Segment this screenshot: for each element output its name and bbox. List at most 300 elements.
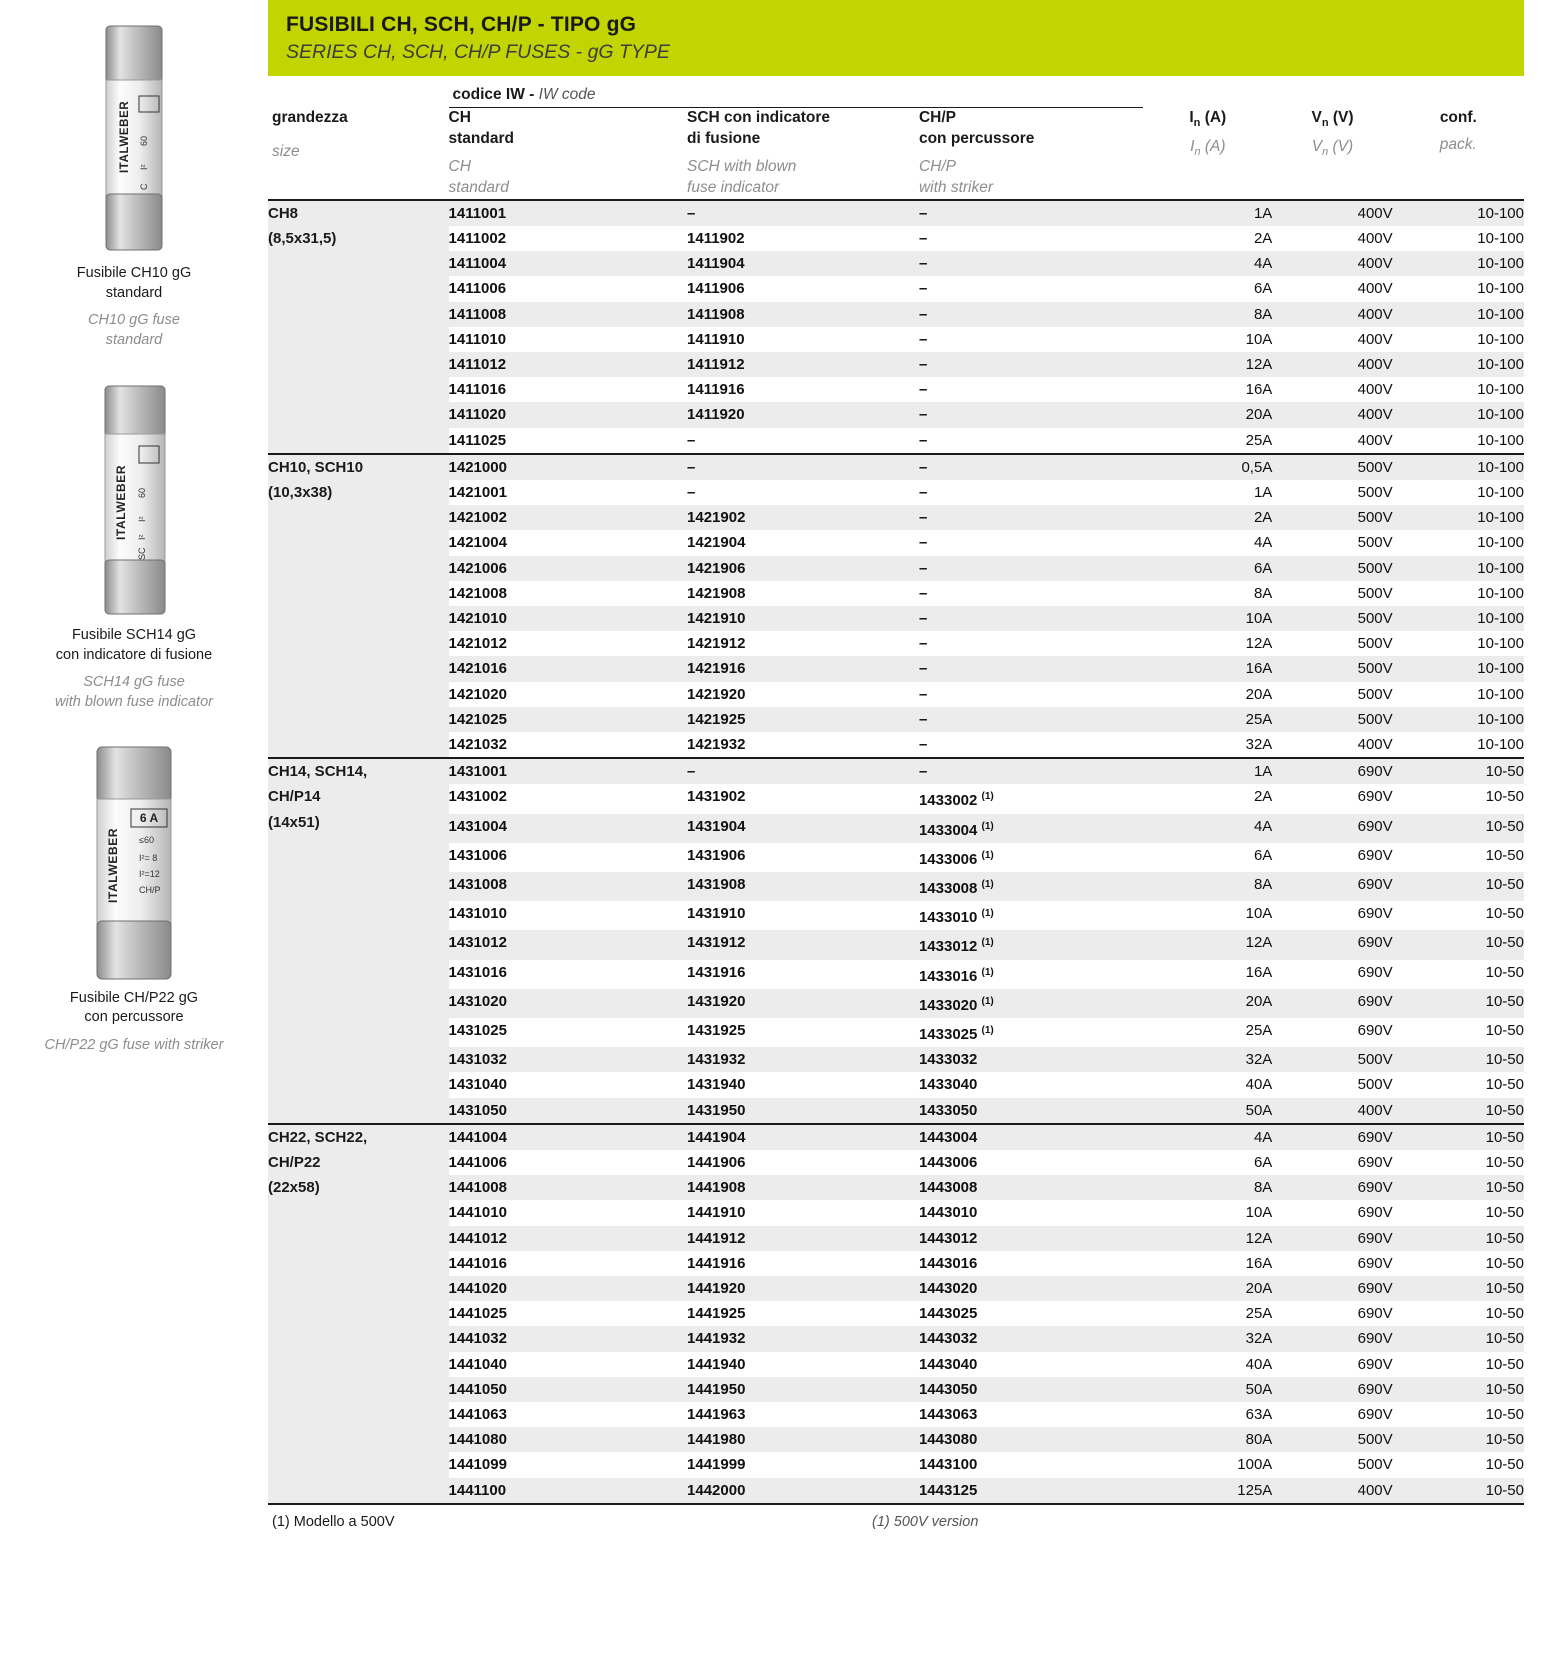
cell-chp-code: 1443016 (918, 1254, 978, 1272)
cell-current: 12A (1245, 635, 1273, 653)
caption-line-1: Fusibile CH/P22 gG (69, 989, 199, 1006)
cell-current: 4A (1143, 814, 1272, 843)
cell-chp-code: – (919, 201, 1143, 226)
cell-sch-code: 1421904 (687, 534, 746, 552)
cell-ch-code: 1411010 (448, 330, 507, 348)
cell-pack: 10-50 (1485, 1305, 1524, 1323)
table-row (268, 226, 1524, 251)
svg-text:I²=12: I²=12 (139, 868, 160, 879)
table-row (268, 784, 1524, 813)
cell-voltage: 690V (1357, 963, 1393, 981)
cell-pack: 10-100 (1393, 606, 1524, 631)
fuse-icon (79, 380, 189, 620)
cell-current: 8A (1143, 302, 1272, 327)
cell-ch-code: 1421008 (448, 584, 507, 602)
cell-current: 32A (1245, 735, 1273, 753)
header-ch-en-l1: CH (448, 157, 471, 175)
cell-chp-code: 1433032 (919, 1047, 1143, 1072)
table-row (268, 682, 1524, 707)
cell-voltage: 690V (1357, 1154, 1393, 1171)
cell-sch-code: 1411908 (687, 302, 919, 327)
cell-pack: 10-50 (1485, 1154, 1524, 1171)
cell-sch-code: 1421912 (687, 635, 746, 653)
cell-voltage: 400V (1357, 280, 1393, 298)
header-vn-en: $V_n$ (V) (1311, 138, 1354, 159)
cell-chp-code: – (918, 735, 928, 753)
cell-chp-code: 1433025 $^{(1)}$ (918, 1024, 994, 1043)
cell-ch-code: 1431004 (449, 814, 688, 843)
cell-current: 80A (1143, 1427, 1272, 1452)
cell-voltage: 400V (1272, 201, 1392, 226)
cell-chp-code: – (919, 606, 1143, 631)
cell-voltage: 690V (1357, 846, 1393, 864)
cell-sch-code: 1441908 (687, 1175, 919, 1200)
cell-chp-code: – (919, 707, 1143, 732)
cell-chp-code: – (919, 352, 1143, 377)
section-title-bar (268, 0, 1524, 76)
cell-current: 100A (1237, 1456, 1273, 1474)
cell-ch-code: 1411012 (449, 352, 688, 377)
cell-sch-code: 1441910 (687, 1204, 746, 1222)
cell-pack: 10-50 (1393, 759, 1524, 784)
cell-voltage: 400V (1272, 251, 1392, 276)
cell-current: 25A (1143, 707, 1272, 732)
figure-caption-en (0, 673, 268, 712)
cell-chp-code: 1443100 (918, 1456, 978, 1474)
caption-line-2: con indicatore di fusione (55, 646, 213, 663)
cell-ch-code: 1441004 (449, 1125, 688, 1150)
cell-ch-code: 1441025 (448, 1305, 507, 1323)
cell-voltage: 500V (1272, 556, 1392, 581)
cell-chp-code: – (919, 505, 1143, 530)
svg-text:I²: I² (139, 164, 149, 170)
cell-pack: 10-50 (1393, 1276, 1524, 1301)
cell-ch-code: 1431002 (448, 788, 507, 806)
cell-voltage: 690V (1272, 1226, 1392, 1251)
footnote-it: (1) Modello a 500V (272, 1513, 395, 1530)
cell-voltage: 690V (1357, 1406, 1393, 1424)
svg-text:I²= 8: I²= 8 (139, 852, 158, 863)
cell-current: 8A (1143, 872, 1272, 901)
table-group-header-row (268, 86, 1524, 108)
cell-pack: 10-50 (1393, 814, 1524, 843)
cell-ch-code: 1441020 (449, 1276, 688, 1301)
iw-code-header-it: codice IW - (452, 86, 539, 103)
cell-chp-code: 1443040 (918, 1355, 978, 1373)
table-header-row (268, 108, 1524, 200)
svg-text:60: 60 (139, 135, 149, 146)
cell-current: 40A (1245, 1355, 1273, 1373)
cell-ch-code: 1421004 (448, 534, 507, 552)
svg-text:CH/P: CH/P (139, 884, 161, 895)
figure-caption-it (0, 989, 268, 1028)
fuse-code-table (268, 86, 1524, 1505)
cell-pack: 10-100 (1393, 707, 1524, 732)
cell-pack: 10-100 (1477, 735, 1524, 753)
cell-voltage: 400V (1357, 381, 1393, 399)
table-row (268, 814, 1524, 843)
header-sch-it-l2: di fusione (687, 129, 761, 147)
cell-pack: 10-50 (1393, 1125, 1524, 1150)
cell-voltage: 690V (1357, 905, 1393, 923)
cell-chp-code: 1433010 $^{(1)}$ (918, 908, 994, 927)
svg-text:≤60: ≤60 (139, 834, 154, 845)
cell-ch-code: 1441010 (448, 1204, 507, 1222)
cell-ch-code: 1441040 (448, 1355, 507, 1373)
table-row (268, 656, 1524, 681)
table-row (268, 1098, 1524, 1124)
cell-voltage: 690V (1272, 1276, 1392, 1301)
header-ch-it-l2: standard (448, 129, 514, 147)
cell-current: 25A (1245, 1305, 1273, 1323)
cell-voltage: 400V (1272, 1098, 1392, 1124)
cell-sch-code: 1431932 (687, 1047, 919, 1072)
cell-chp-code: 1443050 (919, 1377, 1143, 1402)
cell-sch-code: 1431950 (687, 1098, 919, 1124)
cell-current: 8A (1253, 584, 1273, 602)
table-row (268, 1478, 1524, 1504)
cell-sch-code: 1421925 (687, 707, 919, 732)
table-row (268, 901, 1524, 930)
cell-sch-code: 1431920 (687, 989, 919, 1018)
cell-chp-code: – (918, 635, 928, 653)
cell-voltage: 690V (1272, 759, 1392, 784)
cell-current: 12A (1143, 930, 1272, 959)
cell-voltage: 690V (1272, 872, 1392, 901)
fuse-photo-chp22 (0, 743, 268, 983)
cell-voltage: 690V (1357, 1305, 1393, 1323)
cell-chp-code: – (918, 280, 928, 298)
cell-current: 6A (1253, 846, 1273, 864)
cell-chp-code: – (918, 381, 928, 399)
cell-voltage: 690V (1272, 989, 1392, 1018)
table-row (268, 1150, 1524, 1175)
cell-chp-code: 1433016 $^{(1)}$ (918, 966, 994, 985)
table-row (268, 1427, 1524, 1452)
cell-ch-code: 1431016 (448, 963, 507, 981)
cell-ch-code: 1441050 (449, 1377, 688, 1402)
table-row (268, 732, 1524, 758)
cell-ch-code: 1411004 (449, 251, 688, 276)
cell-pack: 10-100 (1393, 455, 1524, 480)
cell-pack: 10-100 (1477, 330, 1524, 348)
header-chp-it-l1: CH/P (918, 109, 956, 126)
cell-chp-code: 1433050 (919, 1098, 1143, 1124)
cell-sch-code: 1421910 (687, 606, 919, 631)
svg-text:C: C (139, 183, 149, 190)
cell-chp-code: 1433040 (918, 1076, 978, 1094)
cell-sch-code: 1441906 (687, 1154, 746, 1171)
cell-ch-code: 1421032 (448, 735, 507, 753)
cell-chp-code: – (918, 431, 928, 449)
footnotes (268, 1505, 1524, 1530)
cell-current: 6A (1143, 556, 1272, 581)
cell-pack: 10-50 (1485, 788, 1524, 806)
cell-chp-code: – (919, 251, 1143, 276)
cell-voltage: 500V (1357, 1076, 1393, 1094)
cell-chp-code: 1443010 (918, 1204, 978, 1222)
cell-pack: 10-100 (1477, 584, 1524, 602)
header-in-it: $I_n$ (A) (1189, 108, 1227, 129)
cell-pack: 10-50 (1485, 1021, 1524, 1039)
svg-text:ITALWEBER: ITALWEBER (106, 827, 120, 903)
svg-text:6 A: 6 A (139, 810, 159, 825)
cell-sch-code: 1441920 (687, 1276, 919, 1301)
cell-chp-code: 1443125 (919, 1478, 1143, 1504)
cell-current: 20A (1143, 989, 1272, 1018)
cell-sch-code: 1431912 (687, 930, 919, 959)
cell-current: 16A (1143, 656, 1272, 681)
cell-chp-code: 1433008 $^{(1)}$ (919, 872, 1143, 901)
cell-ch-code: 1411002 (448, 229, 507, 247)
caption-line-1: Fusibile SCH14 gG (71, 627, 197, 644)
cell-ch-code: 1421000 (449, 455, 688, 480)
table-row (268, 843, 1524, 872)
cell-pack: 10-50 (1393, 1226, 1524, 1251)
cell-current: 8A (1143, 1175, 1272, 1200)
cell-current: 2A (1253, 229, 1273, 247)
cell-voltage: 690V (1272, 1125, 1392, 1150)
cell-sch-code: 1431904 (687, 814, 919, 843)
cell-current: 1A (1253, 483, 1273, 501)
cell-current: 6A (1253, 1154, 1273, 1171)
table-row (268, 276, 1524, 301)
cell-ch-code: 1441080 (449, 1427, 688, 1452)
cell-sch-code: 1431910 (687, 905, 746, 923)
cell-voltage: 400V (1272, 1478, 1392, 1504)
cell-voltage: 400V (1357, 330, 1393, 348)
table-row (268, 1200, 1524, 1225)
table-row (268, 352, 1524, 377)
cell-ch-code: 1431012 (449, 930, 688, 959)
cell-current: 16A (1245, 381, 1273, 399)
cell-ch-code: 1431006 (448, 846, 507, 864)
cell-chp-code: – (918, 534, 928, 552)
caption-en-line-2: standard (105, 331, 163, 348)
cell-ch-code: 1421001 (448, 483, 507, 501)
cell-ch-code: 1431001 (449, 759, 688, 784)
table-row (268, 455, 1524, 480)
cell-ch-code: 1441012 (449, 1226, 688, 1251)
cell-voltage: 400V (1272, 402, 1392, 427)
cell-current: 4A (1143, 251, 1272, 276)
header-conf-en: pack. (1439, 136, 1477, 154)
cell-pack: 10-100 (1393, 201, 1524, 226)
cell-current: 16A (1245, 963, 1273, 981)
cell-pack: 10-50 (1485, 1204, 1524, 1222)
cell-chp-code: 1433006 $^{(1)}$ (918, 849, 994, 868)
cell-ch-code: 1421006 (449, 556, 688, 581)
cell-pack: 10-100 (1477, 431, 1524, 449)
product-figure-chp22 (0, 743, 268, 1056)
cell-pack: 10-50 (1393, 989, 1524, 1018)
cell-sch-code: 1442000 (687, 1478, 919, 1504)
cell-pack: 10-50 (1485, 1456, 1524, 1474)
cell-sch-code: 1411912 (687, 352, 919, 377)
table-row (268, 377, 1524, 402)
table-row (268, 327, 1524, 352)
figure-caption-it (0, 264, 268, 303)
cell-current: 32A (1143, 1047, 1272, 1072)
cell-pack: 10-50 (1393, 1427, 1524, 1452)
fuse-photo-sch14 (0, 380, 268, 620)
cell-current: 50A (1143, 1377, 1272, 1402)
cell-chp-code: 1433002 $^{(1)}$ (918, 791, 994, 810)
table-row (268, 707, 1524, 732)
cell-chp-code: 1443008 (919, 1175, 1143, 1200)
cell-ch-code: 1411006 (448, 280, 507, 298)
cell-sch-code: 1431940 (687, 1076, 746, 1094)
cell-current: 10A (1245, 330, 1273, 348)
cell-current: 1A (1143, 759, 1272, 784)
cell-chp-code: 1433004 $^{(1)}$ (919, 814, 1143, 843)
table-row (268, 1125, 1524, 1150)
cell-pack: 10-50 (1485, 1076, 1524, 1094)
footnote-en: (1) 500V version (872, 1513, 979, 1530)
cell-voltage: 500V (1357, 534, 1393, 552)
cell-ch-code: 1431050 (449, 1098, 688, 1124)
size-cell: CH14, SCH14, CH/P14 (14x51) (268, 759, 449, 1124)
svg-text:I²: I² (137, 516, 147, 523)
cell-ch-code: 1431025 (448, 1021, 507, 1039)
caption-line-1: Fusibile CH10 gG (76, 265, 192, 281)
cell-current: 16A (1245, 1254, 1273, 1272)
cell-chp-code: 1443025 (918, 1305, 978, 1323)
table-row (268, 1047, 1524, 1072)
caption-en-line-1: SCH14 gG fuse (83, 674, 185, 691)
cell-sch-code: 1441950 (687, 1377, 919, 1402)
cell-ch-code: 1441099 (448, 1456, 507, 1474)
cell-pack: 10-50 (1393, 1478, 1524, 1504)
cell-pack: 10-100 (1477, 483, 1524, 501)
content-column (268, 0, 1546, 1530)
cell-pack: 10-50 (1485, 846, 1524, 864)
cell-current: 32A (1143, 1326, 1272, 1351)
cell-current: 12A (1143, 1226, 1272, 1251)
cell-ch-code: 1441006 (448, 1154, 507, 1171)
cell-sch-code: 1421920 (687, 685, 746, 703)
cell-current: 25A (1245, 431, 1273, 449)
cell-pack: 10-50 (1393, 1326, 1524, 1351)
table-row (268, 1352, 1524, 1377)
cell-voltage: 500V (1357, 1456, 1393, 1474)
cell-pack: 10-50 (1393, 872, 1524, 901)
table-body (268, 200, 1524, 1505)
cell-sch-code: 1441980 (687, 1427, 919, 1452)
table-row (268, 1377, 1524, 1402)
table-row (268, 1452, 1524, 1477)
cell-voltage: 500V (1357, 483, 1393, 501)
table-row (268, 480, 1524, 505)
cell-current: 0,5A (1143, 455, 1272, 480)
table-row (268, 606, 1524, 631)
cell-chp-code: 1443006 (918, 1154, 978, 1171)
cell-pack: 10-50 (1485, 1406, 1524, 1424)
header-ch-it-l1: CH (448, 109, 471, 126)
cell-sch-code: – (687, 431, 696, 449)
cell-sch-code: – (687, 455, 919, 480)
caption-en-line-1: CH/P22 gG fuse with striker (44, 1036, 224, 1053)
cell-pack: 10-50 (1393, 1377, 1524, 1402)
cell-pack: 10-100 (1477, 381, 1524, 399)
cell-voltage: 690V (1272, 1326, 1392, 1351)
cell-ch-code: 1421002 (449, 505, 688, 530)
cell-current: 6A (1253, 280, 1273, 298)
cell-pack: 10-100 (1393, 352, 1524, 377)
cell-chp-code: – (918, 584, 928, 602)
cell-voltage: 400V (1357, 735, 1393, 753)
header-sch-en-l1: SCH with blown (687, 157, 797, 175)
cell-voltage: 400V (1357, 431, 1393, 449)
table-row (268, 1402, 1524, 1427)
cell-ch-code: 1441032 (449, 1326, 688, 1351)
cell-chp-code: 1443032 (919, 1326, 1143, 1351)
header-size-en: size (272, 143, 300, 161)
cell-pack: 10-50 (1485, 905, 1524, 923)
table-row (268, 631, 1524, 656)
figure-caption-en (0, 311, 268, 350)
header-size-it: grandezza (272, 108, 348, 126)
cell-voltage: 690V (1357, 1355, 1393, 1373)
table-row (268, 1326, 1524, 1351)
size-cell: CH22, SCH22, CH/P22 (22x58) (268, 1125, 449, 1504)
cell-voltage: 500V (1357, 584, 1393, 602)
cell-sch-code: 1421932 (687, 735, 746, 753)
table-row (268, 505, 1524, 530)
cell-sch-code: 1411916 (687, 381, 745, 399)
cell-voltage: 500V (1272, 1427, 1392, 1452)
size-cell: CH10, SCH10 (10,3x38) (268, 455, 449, 758)
cell-chp-code: 1443020 (919, 1276, 1143, 1301)
cell-voltage: 500V (1272, 707, 1392, 732)
cell-sch-code: 1411904 (687, 251, 919, 276)
table-row (268, 251, 1524, 276)
cell-current: 10A (1143, 606, 1272, 631)
cell-pack: 10-100 (1393, 251, 1524, 276)
table-row (268, 402, 1524, 427)
cell-chp-code: – (919, 556, 1143, 581)
cell-pack: 10-50 (1393, 1047, 1524, 1072)
table-row (268, 302, 1524, 327)
cell-sch-code: 1431908 (687, 872, 919, 901)
cell-sch-code: 1431925 (687, 1021, 746, 1039)
cell-ch-code: 1411020 (449, 402, 688, 427)
cell-pack: 10-50 (1393, 1098, 1524, 1124)
cell-sch-code: 1421916 (687, 656, 919, 681)
cell-chp-code: 1443012 (919, 1226, 1143, 1251)
caption-en-line-2: with blown fuse indicator (55, 693, 213, 710)
cell-chp-code: – (919, 402, 1143, 427)
cell-current: 20A (1143, 402, 1272, 427)
cell-current: 4A (1143, 1125, 1272, 1150)
figure-caption-en (0, 1036, 268, 1056)
table-row (268, 530, 1524, 555)
cell-chp-code: – (918, 229, 928, 247)
header-sch-en-l2: fuse indicator (687, 178, 780, 196)
header-vn-it: $V_n$ (V) (1311, 108, 1354, 129)
cell-sch-code: 1441963 (687, 1406, 746, 1424)
cell-pack: 10-50 (1485, 1355, 1524, 1373)
cell-pack: 10-100 (1477, 280, 1524, 298)
svg-text:ITALWEBER: ITALWEBER (119, 100, 131, 173)
cell-voltage: 500V (1272, 656, 1392, 681)
table-row (268, 1018, 1524, 1047)
cell-pack: 10-100 (1477, 635, 1524, 653)
table-row (268, 759, 1524, 784)
cell-sch-code: 1431902 (687, 788, 746, 806)
table-row (268, 1175, 1524, 1200)
cell-sch-code: 1441925 (687, 1305, 746, 1323)
